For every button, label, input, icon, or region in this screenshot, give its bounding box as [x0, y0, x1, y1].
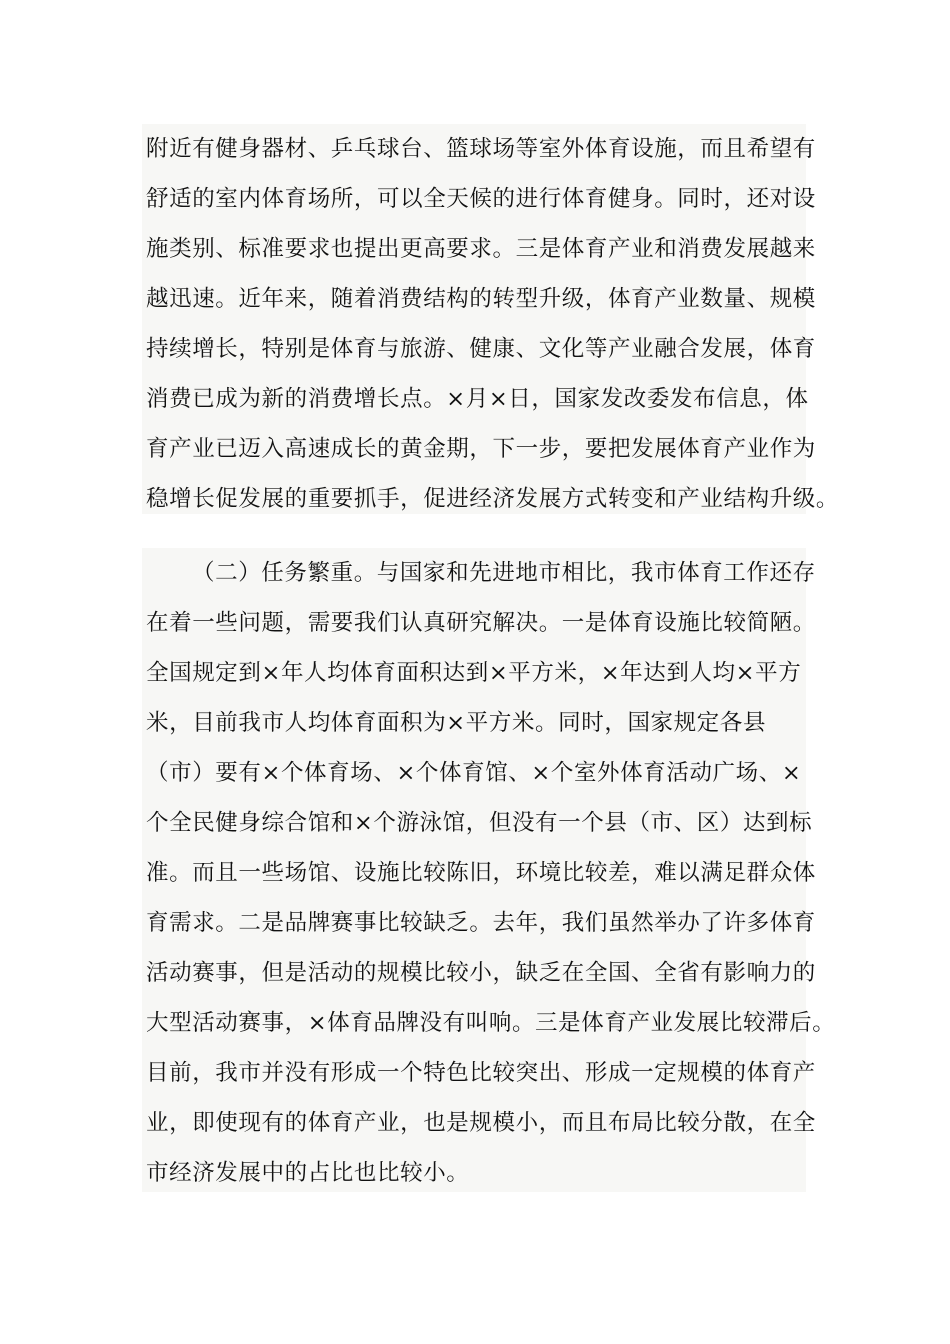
- paragraph-2: [142, 548, 836, 1192]
- text-line: 大型活动赛事，×体育品牌没有叫响。三是体育产业发展比较滞后。: [146, 1010, 836, 1036]
- text-line: 个全民健身综合馆和×个游泳馆，但没有一个县（市、区）达到标: [146, 810, 813, 836]
- text-line: 稳增长促发展的重要抓手，促进经济发展方式转变和产业结构升级。: [146, 486, 840, 512]
- text-line: 目前，我市并没有形成一个特色比较突出、形成一定规模的体育产: [146, 1060, 816, 1086]
- text-line: 消费已成为新的消费增长点。×月×日，国家发改委发布信息，体: [146, 386, 809, 412]
- text-line: 育需求。二是品牌赛事比较缺乏。去年，我们虽然举办了许多体育: [146, 910, 816, 936]
- text-line: 活动赛事，但是活动的规模比较小，缺乏在全国、全省有影响力的: [146, 960, 816, 986]
- text-line: 全国规定到×年人均体育面积达到×平方米，×年达到人均×平方: [146, 660, 802, 686]
- text-line: 育产业已迈入高速成长的黄金期，下一步，要把发展体育产业作为: [146, 436, 816, 462]
- text-line: 舒适的室内体育场所，可以全天候的进行体育健身。同时，还对设: [146, 186, 816, 212]
- text-line: 施类别、标准要求也提出更高要求。三是体育产业和消费发展越来: [146, 236, 816, 262]
- text-line: 在着一些问题，需要我们认真研究解决。一是体育设施比较简陋。: [146, 610, 816, 636]
- text-line: 市经济发展中的占比也比较小。: [146, 1160, 470, 1186]
- text-line: 业，即使现有的体育产业，也是规模小，而且布局比较分散，在全: [146, 1110, 816, 1136]
- text-line: 准。而且一些场馆、设施比较陈旧，环境比较差，难以满足群众体: [146, 860, 816, 886]
- text-line: 越迅速。近年来，随着消费结构的转型升级，体育产业数量、规模: [146, 286, 816, 312]
- text-line: 持续增长，特别是体育与旅游、健康、文化等产业融合发展，体育: [146, 336, 816, 362]
- text-line: （二）任务繁重。与国家和先进地市相比，我市体育工作还存: [192, 560, 816, 586]
- paragraph-1: [142, 124, 840, 514]
- text-line: （市）要有×个体育场、×个体育馆、×个室外体育活动广场、×: [146, 760, 802, 786]
- text-line: 米，目前我市人均体育面积为×平方米。同时，国家规定各县: [146, 710, 767, 736]
- text-line: 附近有健身器材、乒乓球台、篮球场等室外体育设施，而且希望有: [146, 136, 816, 162]
